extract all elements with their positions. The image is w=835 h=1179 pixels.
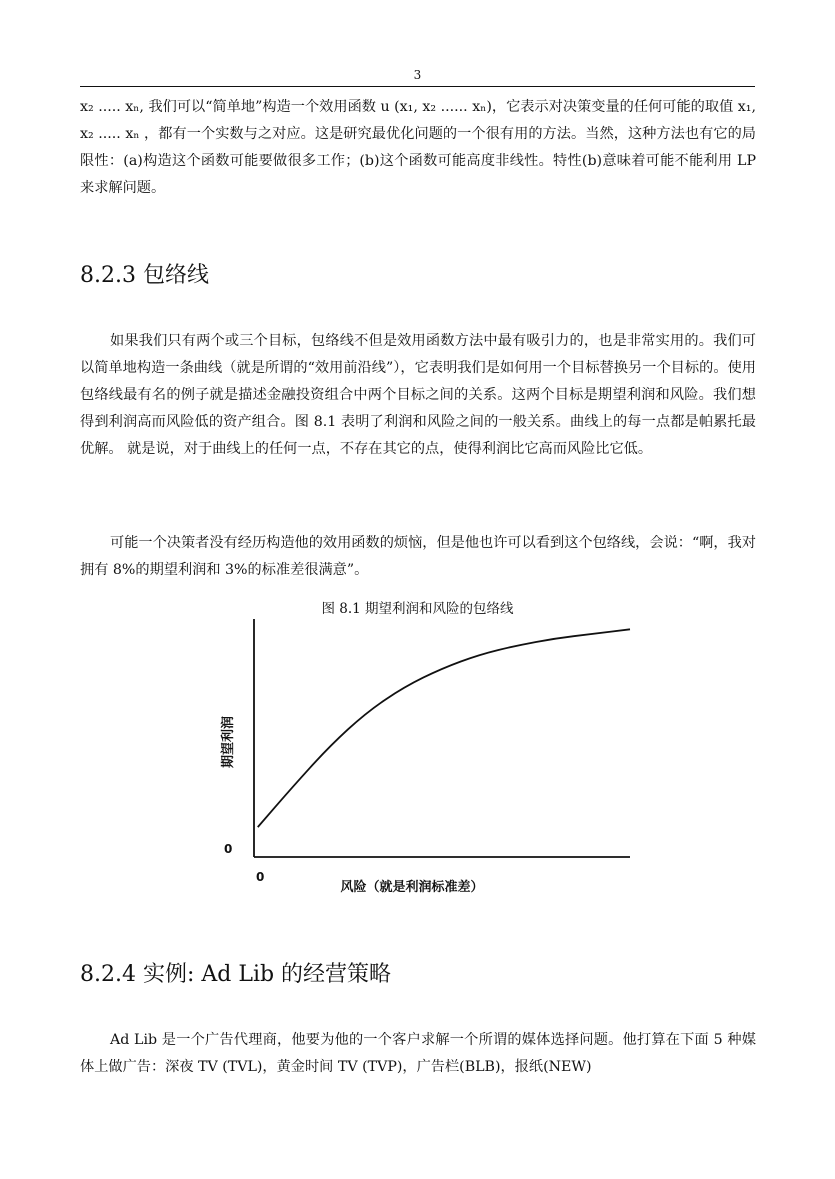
section-heading-envelope: 8.2.3 包络线 [80,263,209,288]
intro-paragraph: x₂ ..... xₙ, 我们可以“简单地”构造一个效用函数 u (x₁, x₂ ...... xₙ)，它表示对决策变量的任何可能的取值 x₁, x₂ ..... xₙ ，都有一个实数与之对应。这是研究最优化问题的一个很有用的方法。当然，这种方法也有它的局限性：(a)构造这个函数可能要做很多工作；(b)这个函数可能高度非线性。特性(b)意味着可能不能利用 LP 来求解问题。 [80,99,761,196]
figure-caption: 图 8.1 期望利润和风险的包络线 [321,601,514,617]
y-axis-tick-zero: 0 [224,842,233,856]
x-axis-label: 风险（就是利润标准差） [340,880,484,895]
x-axis-tick-zero: 0 [256,870,265,884]
adlib-paragraph: Ad Lib 是一个广告代理商，他要为他的一个客户求解一个所谓的媒体选择问题。他打算在下面 5 种媒体上做广告：深夜 TV (TVL)，黄金时间 TV (TVP)，广告栏(BLB)，报纸(NEW) [80,1032,756,1075]
y-axis-label: 期望利润 [221,715,236,769]
envelope-paragraph-2: 可能一个决策者没有经历构造他的效用函数的烦恼，但是他也许可以看到这个包络线，会说：“啊，我对拥有 8%的期望利润和 3%的标准差很满意”。 [80,535,756,578]
envelope-curve [258,629,630,827]
page-number: 3 [413,68,422,82]
section-heading-adlib: 8.2.4 实例: Ad Lib 的经营策略 [80,962,392,987]
header-rule [80,86,755,87]
envelope-paragraph-1: 如果我们只有两个或三个目标，包络线不但是效用函数方法中最有吸引力的，也是非常实用的。我们可以简单地构造一条曲线（就是所谓的“效用前沿线”），它表明我们是如何用一个目标替换另一个目标的。使用包络线最有名的例子就是描述金融投资组合中两个目标之间的关系。这两个目标是期望利润和风险。我们想得到利润高而风险低的资产组合。图 8.1 表明了利润和风险之间的一般关系。曲线上的每一点都是帕累托最优解。 就是说，对于曲线上的任何一点，不存在其它的点，使得利润比它高而风险比它低。 [80,333,756,457]
envelope-chart [200,615,640,900]
